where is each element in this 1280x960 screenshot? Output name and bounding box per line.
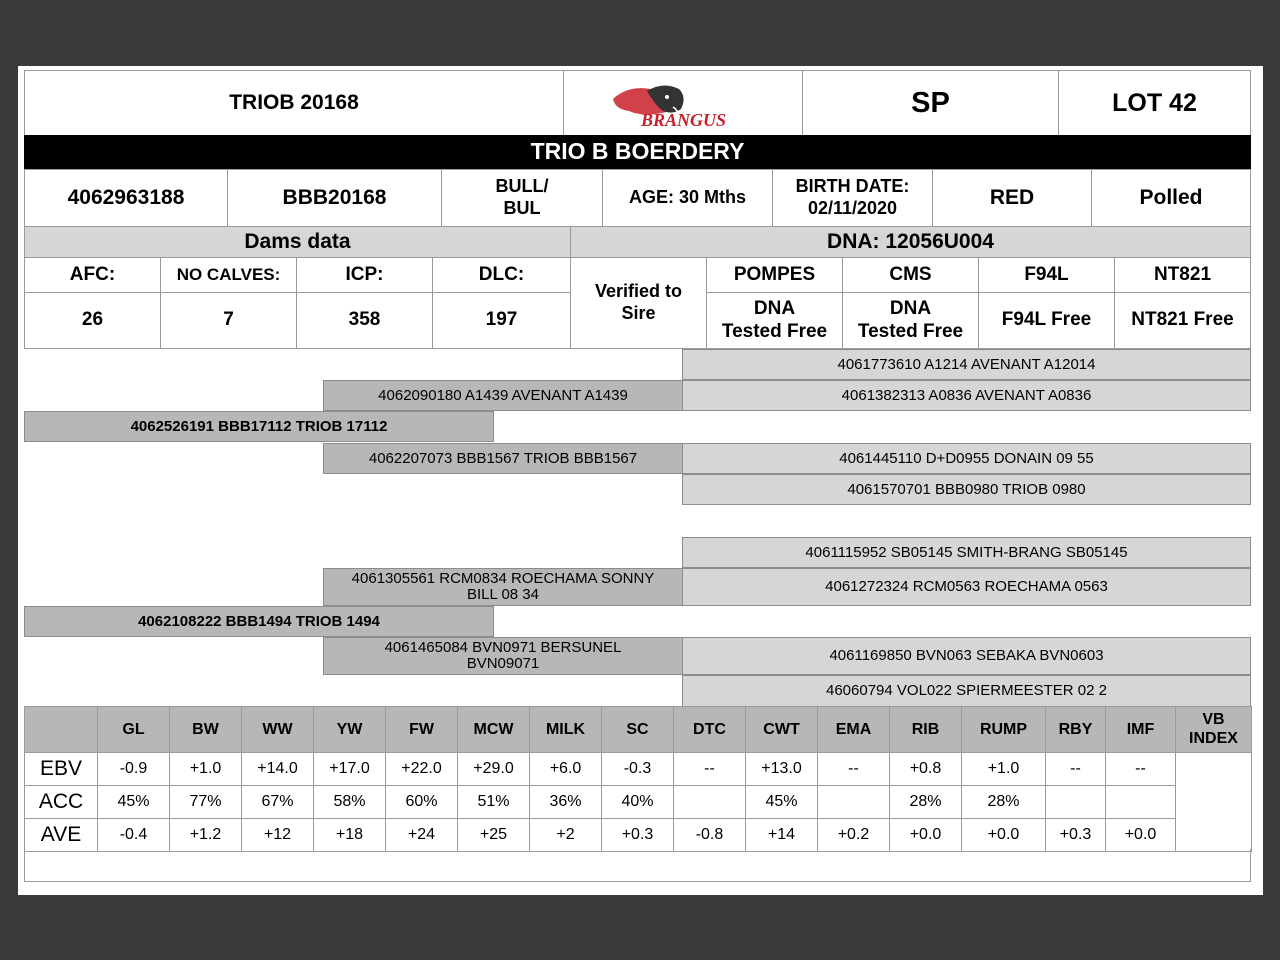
- ebv-column-header: CWT: [745, 706, 818, 753]
- ebv-column-header: VB INDEX: [1175, 706, 1252, 753]
- animal-id: 4062963188: [24, 169, 228, 227]
- ebv-column-header: EMA: [817, 706, 890, 753]
- dna-result-cms: [842, 292, 979, 349]
- ebv-value-cell: -0.9: [97, 752, 170, 786]
- ebv-value-cell: +22.0: [385, 752, 458, 786]
- pedigree-dam-dam-sire: 4061169850 BVN063 SEBAKA BVN0603: [682, 637, 1251, 675]
- ebv-value-cell: 58%: [313, 785, 386, 819]
- ebv-value-cell: +1.2: [169, 818, 242, 852]
- pedigree-dam-sire: 4061305561 RCM0834 ROECHAMA SONNY BILL 08 34: [323, 568, 683, 606]
- ebv-column-header: DTC: [673, 706, 746, 753]
- brangus-logo: [563, 70, 803, 136]
- ebv-column-header: RBY: [1045, 706, 1106, 753]
- dna-result-f94l: F94L Free: [978, 292, 1115, 349]
- ebv-value-cell: 28%: [889, 785, 962, 819]
- verified-to-sire: Verified to Sire: [570, 257, 707, 349]
- sex-line2: BUL: [503, 198, 541, 218]
- ebv-value-cell: +14.0: [241, 752, 314, 786]
- dams-header-afc: AFC:: [24, 257, 161, 293]
- pedigree-sire-sire-dam: 4061382313 A0836 AVENANT A0836: [682, 380, 1251, 411]
- code-label: SP: [802, 70, 1059, 136]
- dna-title: DNA: 12056U004: [570, 226, 1251, 258]
- catalogue-sheet: [18, 66, 1263, 895]
- ebv-value-cell: 36%: [529, 785, 602, 819]
- ebv-table: [24, 706, 1251, 851]
- pedigree-dam-sire-dam: 4061272324 RCM0563 ROECHAMA 0563: [682, 568, 1251, 606]
- dams-header-dlc: DLC:: [432, 257, 571, 293]
- ebv-value-cell: +0.3: [1045, 818, 1106, 852]
- ebv-column-header: IMF: [1105, 706, 1176, 753]
- pedigree-sire-dam: 4062207073 BBB1567 TRIOB BBB1567: [323, 443, 683, 474]
- dna-result-nt821: NT821 Free: [1114, 292, 1251, 349]
- pedigree-sire: 4062526191 BBB17112 TRIOB 17112: [24, 411, 494, 442]
- ebv-row-label: ACC: [24, 785, 98, 819]
- ebv-value-cell: 67%: [241, 785, 314, 819]
- pedigree-dam-sire-sire: 4061115952 SB05145 SMITH-BRANG SB05145: [682, 537, 1251, 568]
- ebv-row-label: EBV: [24, 752, 98, 786]
- ebv-value-cell: +0.3: [601, 818, 674, 852]
- birth-date-label: BIRTH DATE:: [795, 176, 910, 197]
- lot-number: LOT 42: [1058, 70, 1251, 136]
- ebv-value-cell: +24: [385, 818, 458, 852]
- dna-result-line1: DNA: [889, 297, 932, 319]
- ebv-column-header: FW: [385, 706, 458, 753]
- ebv-value-cell: +18: [313, 818, 386, 852]
- footer-blank-row: [24, 849, 1251, 882]
- ebv-value-cell: +1.0: [961, 752, 1046, 786]
- ebv-value-cell: +0.0: [961, 818, 1046, 852]
- ebv-value-cell: +0.0: [1105, 818, 1176, 852]
- logo-text: BRANGUS: [641, 110, 727, 129]
- ebv-column-header: RIB: [889, 706, 962, 753]
- ebv-value-cell: 77%: [169, 785, 242, 819]
- dams-value-icp: 358: [296, 292, 433, 349]
- animal-name: TRIOB 20168: [24, 70, 564, 136]
- ebv-column-header: BW: [169, 706, 242, 753]
- pedigree-sire-sire-sire: 4061773610 A1214 AVENANT A12014: [682, 349, 1251, 380]
- ebv-value-cell: --: [817, 752, 890, 786]
- dna-test-f94l: F94L: [978, 257, 1115, 293]
- breeder-title: TRIO B BOERDERY: [24, 135, 1251, 169]
- ebv-value-cell: --: [1045, 752, 1106, 786]
- dams-header-calves: NO CALVES:: [160, 257, 297, 293]
- ebv-value-cell: 60%: [385, 785, 458, 819]
- ebv-value-cell: +0.8: [889, 752, 962, 786]
- ebv-value-cell: +6.0: [529, 752, 602, 786]
- ebv-column-header: YW: [313, 706, 386, 753]
- ebv-value-cell: 28%: [961, 785, 1046, 819]
- dna-result-pompes: [706, 292, 843, 349]
- pedigree-sire-dam-dam: 4061570701 BBB0980 TRIOB 0980: [682, 474, 1251, 505]
- birth-date-value: 02/11/2020: [807, 198, 898, 218]
- pedigree-dam-dam-dam: 46060794 VOL022 SPIERMEESTER 02 2: [682, 675, 1251, 707]
- ebv-value-cell: --: [1105, 752, 1176, 786]
- dams-value-afc: 26: [24, 292, 161, 349]
- ebv-value-cell: [1105, 785, 1176, 819]
- ebv-header-corner: [24, 706, 98, 753]
- ebv-column-header: WW: [241, 706, 314, 753]
- ebv-value-cell: +14: [745, 818, 818, 852]
- pedigree-dam: 4062108222 BBB1494 TRIOB 1494: [24, 606, 494, 637]
- ebv-value-cell: -0.4: [97, 818, 170, 852]
- vb-index-value: [1175, 752, 1252, 852]
- dna-result-line2: Tested Free: [721, 320, 828, 342]
- ebv-value-cell: 45%: [97, 785, 170, 819]
- dna-result-line2: Tested Free: [857, 320, 964, 342]
- ebv-value-cell: +13.0: [745, 752, 818, 786]
- ebv-value-cell: +12: [241, 818, 314, 852]
- dna-result-line1: DNA: [753, 297, 796, 319]
- ebv-column-header: RUMP: [961, 706, 1046, 753]
- ebv-value-cell: +2: [529, 818, 602, 852]
- colour-cell: RED: [932, 169, 1092, 227]
- registration-number: BBB20168: [227, 169, 442, 227]
- sex-cell: [441, 169, 603, 227]
- dams-value-dlc: 197: [432, 292, 571, 349]
- ebv-value-cell: +29.0: [457, 752, 530, 786]
- ebv-value-cell: 40%: [601, 785, 674, 819]
- ebv-value-cell: +1.0: [169, 752, 242, 786]
- ebv-value-cell: --: [673, 752, 746, 786]
- ebv-value-cell: +0.0: [889, 818, 962, 852]
- ebv-column-header: MILK: [529, 706, 602, 753]
- pedigree-sire-dam-sire: 4061445110 D+D0955 DONAIN 09 55: [682, 443, 1251, 474]
- ebv-value-cell: 51%: [457, 785, 530, 819]
- pedigree-dam-dam: 4061465084 BVN0971 BERSUNEL BVN09071: [323, 637, 683, 675]
- ebv-column-header: SC: [601, 706, 674, 753]
- birth-date-cell: [772, 169, 933, 227]
- dna-test-pompes: POMPES: [706, 257, 843, 293]
- horn-status: Polled: [1091, 169, 1251, 227]
- ebv-value-cell: [817, 785, 890, 819]
- dams-value-calves: 7: [160, 292, 297, 349]
- ebv-column-header: GL: [97, 706, 170, 753]
- age-cell: AGE: 30 Mths: [602, 169, 773, 227]
- dna-test-nt821: NT821: [1114, 257, 1251, 293]
- ebv-value-cell: +17.0: [313, 752, 386, 786]
- ebv-value-cell: [1045, 785, 1106, 819]
- pedigree-sire-sire: 4062090180 A1439 AVENANT A1439: [323, 380, 683, 411]
- dams-header-icp: ICP:: [296, 257, 433, 293]
- ebv-value-cell: -0.3: [601, 752, 674, 786]
- bull-logo-icon: [603, 77, 763, 129]
- dams-data-title: Dams data: [24, 226, 571, 258]
- ebv-value-cell: 45%: [745, 785, 818, 819]
- dna-test-cms: CMS: [842, 257, 979, 293]
- ebv-value-cell: -0.8: [673, 818, 746, 852]
- ebv-row-label: AVE: [24, 818, 98, 852]
- ebv-value-cell: +25: [457, 818, 530, 852]
- sex-line1: BULL/: [495, 176, 549, 197]
- ebv-value-cell: +0.2: [817, 818, 890, 852]
- ebv-column-header: MCW: [457, 706, 530, 753]
- ebv-value-cell: [673, 785, 746, 819]
